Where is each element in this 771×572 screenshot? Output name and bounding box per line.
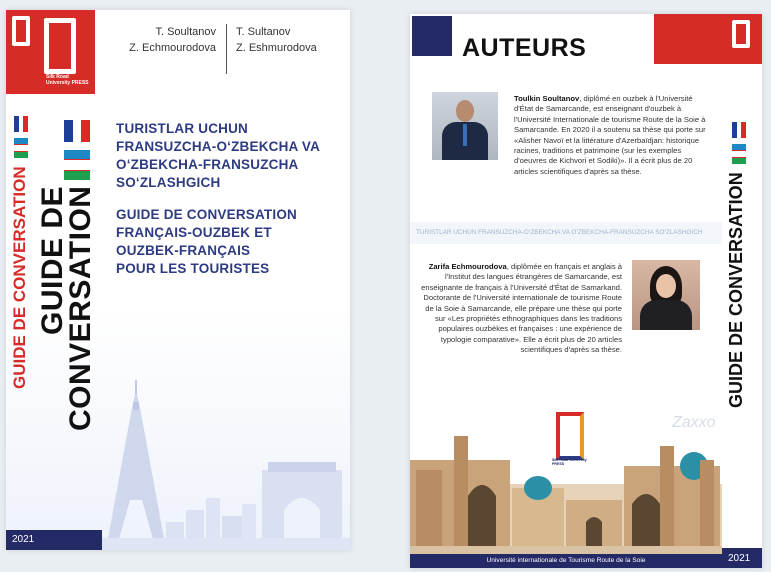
watermark-text: Zaxxo [672, 414, 716, 431]
spine-title-big-2: CONVERSATION [64, 186, 97, 432]
author-uz-1: T. Sultanov [236, 26, 291, 38]
title-uz-line-1: TURISTLAR UCHUN [116, 121, 248, 136]
registan-illustration [410, 14, 762, 568]
bottom-logo-text: Silk Road University PRESS [552, 458, 587, 466]
author-2-text: , diplômée en français et anglais à l'Institut des langues étrangères de Samarcande, est enseignante de français à l'Université d'État de Samarkand. Doctorante de l'Université internationale de tourisme Route de la Soie à Samarcande, elle prépare une thèse qui porte sur «Les propriétés ethnographiques dans les traditions populaires ouzbèkes et françaises : une expérience de typologie comparative». Elle a écrit plus de 20 articles scientifiques d'après sa thèse. [421, 262, 622, 355]
authors-heading: AUTEURS [462, 34, 587, 62]
author-uz-2: Z. Eshmurodova [236, 42, 317, 54]
author-2-name: Zarifa Echmourodova [428, 262, 507, 271]
title-uz-line-2: FRANSUZCHA-O‘ZBEKCHA VA [116, 139, 321, 154]
title-uz-line-4: SO‘ZLASHGICH [116, 175, 221, 190]
paris-skyline-illustration [6, 10, 350, 550]
title-fr-line-3: OUZBEK-FRANÇAIS [116, 243, 251, 258]
publisher-logo-text: Silk Road University PRESS [46, 74, 89, 86]
front-year: 2021 [12, 534, 35, 545]
spine-title-big-1: GUIDE DE [36, 186, 69, 336]
title-fr-line-2: FRANÇAIS-OUZBEK ET [116, 225, 272, 240]
back-footer-text: Université internationale de Tourisme Route de la Soie [486, 557, 646, 564]
title-divider-text: TURISTLAR UCHUN FRANSUZCHA-O‘ZBEKCHA VA O‘ZBEKCHA-FRANSUZCHA SO‘ZLASHGICH [416, 229, 703, 236]
title-fr-line-4: POUR LES TOURISTES [116, 261, 270, 276]
title-uz-line-3: O‘ZBEKCHA-FRANSUZCHA [116, 157, 299, 172]
author-1-name: Toulkin Soultanov [514, 94, 580, 103]
back-cover [410, 14, 762, 568]
author-fr-1: T. Soultanov [155, 26, 216, 38]
author-fr-2: Z. Echmourodova [129, 42, 216, 54]
back-year: 2021 [728, 553, 751, 564]
title-fr-line-1: GUIDE DE CONVERSATION [116, 207, 297, 222]
front-cover [6, 10, 350, 550]
back-spine-title: GUIDE DE CONVERSATION [726, 172, 746, 408]
author-1-text: , diplômé en ouzbek à l'Université d'État de Samarcande, est enseignant d'ouzbek à l'Université Internationale de tourisme Route de la Soie à Samarcande. En 2020 il a soutenu sa thèse qui porte sur «Alisher Navoï et la littérature d'Azerbaïdjan: historique racines, traditions et patrimoine (sur les exemples d'oeuvres de Kichvori et Sodiki)». Il a écrit plus de 20 articles scientifiques d'après sa thèse. [514, 94, 706, 176]
spine-title-small: GUIDE DE CONVERSATION [10, 166, 29, 389]
